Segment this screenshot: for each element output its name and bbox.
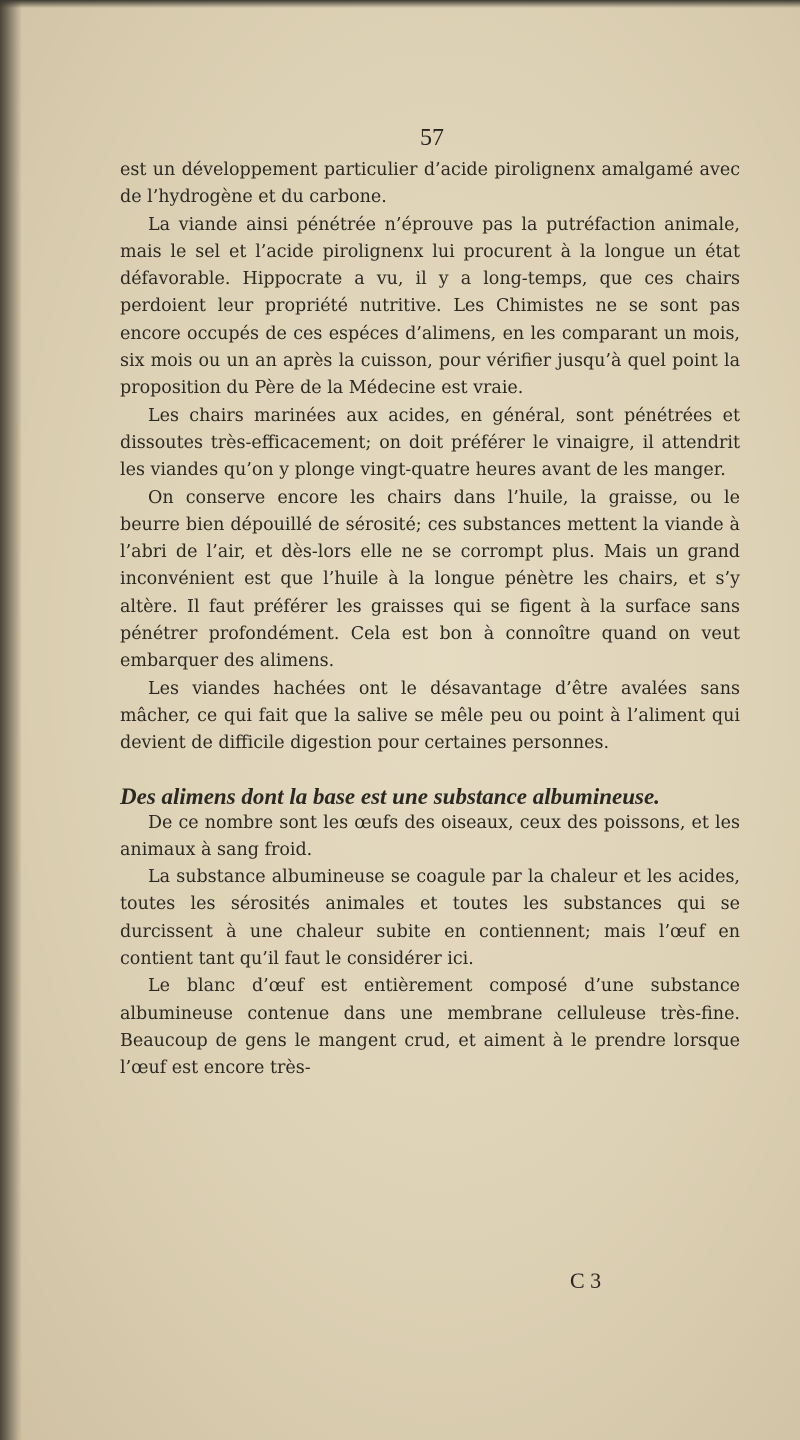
paragraph-8: Le blanc d’œuf est entièrement composé d’une substance albumineuse contenue dans une membrane celluleuse très-fine. Beaucoup de gens le mangent crud, et aiment à le prendre lorsque l’œuf est encore très-: [120, 976, 740, 1079]
page-number: 57: [420, 125, 444, 151]
section-heading: Des alimens dont la base est une substance albumineuse.: [120, 783, 660, 809]
paragraph-2: La viande ainsi pénétrée n’éprouve pas la putréfaction animale, mais le sel et l’acide pirolignenx lui procurent à la longue un état défavorable. Hippocrate a vu, il y a long-temps, que ces chairs perdoient leur propriété nutritive. Les Chimistes ne se sont pas encore occupés de ces espéces d’alimens, en les comparant un mois, six mois ou un an après la cuisson, pour vérifier jusqu’à quel point la proposition du Père de la Médecine est vraie.: [120, 214, 740, 399]
signature-mark: C 3: [570, 1268, 602, 1293]
paragraph-4: On conserve encore les chairs dans l’huile, la graisse, ou le beurre bien dépouillé de sérosité; ces substances mettent la viande à l’abri de l’air, et dès-lors elle ne se corrompt plus. Mais un grand inconvénient est que l’huile à la longue pénètre les chairs, et s’y altère. Il faut préférer les graisses qui se figent à la surface sans pénétrer profondément. Cela est bon à connoître quand on veut embarquer des alimens.: [120, 487, 740, 672]
paragraph-5: Les viandes hachées ont le désavantage d’être avalées sans mâcher, ce qui fait que la salive se mêle peu ou point à l’aliment qui devient de difficile digestion pour certaines personnes.: [120, 678, 740, 754]
book-spine-shadow: [0, 0, 22, 1440]
paragraph-3: Les chairs marinées aux acides, en général, sont pénétrées et dissoutes très-efficacement; on doit préférer le vinaigre, il attendrit les viandes qu’on y plonge vingt-quatre heures avant de les manger.: [120, 405, 740, 481]
paragraph-7: La substance albumineuse se coagule par la chaleur et les acides, toutes les sérosités animales et toutes les substances qui se durcissent à une chaleur subite en contiennent; mais l’œuf en contient tant qu’il faut le considérer ici.: [120, 867, 740, 970]
page-top-edge: [0, 0, 800, 8]
body-text: [120, 157, 740, 1083]
paragraph-1: est un développement particulier d’acide pirolignenx amalgamé avec de l’hydrogène et du carbone.: [120, 160, 740, 208]
paragraph-6: De ce nombre sont les œufs des oiseaux, ceux des poissons, et les animaux à sang froid.: [120, 812, 740, 860]
